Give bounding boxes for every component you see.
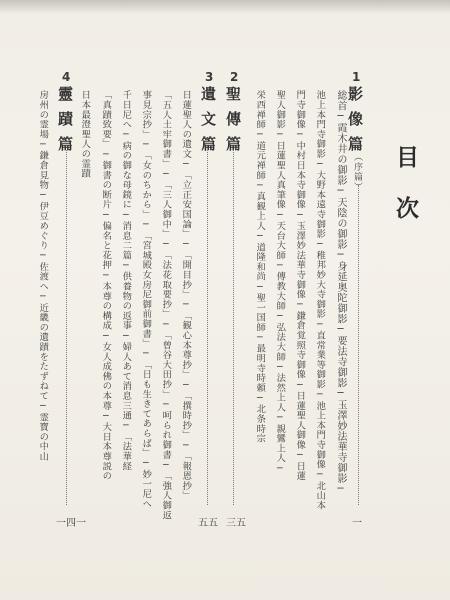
section-2-number: 2 [230, 70, 239, 84]
section-4-page: 一四一 [56, 518, 86, 529]
section-4-title: 靈蹟篇 [56, 86, 74, 161]
section-3-line-3: 事見宗抄」─「女のちから」─「宮城殿女房尼御前御書」─「日も生きてあらば」─妙一尼へ [140, 90, 152, 509]
section-3-line-2: 「五人土牢御書」─「三人御中」─「法花取要抄」─「曾谷大田抄」─呵られ御書─「強人御返 [160, 90, 172, 520]
section-1-subtitle: （序篇） [352, 152, 362, 192]
section-2-leader [233, 150, 234, 505]
section-3-leader [207, 150, 208, 505]
section-3-title: 遺文篇 [199, 86, 217, 161]
toc-title: 目次 [392, 145, 419, 247]
section-4-number: 4 [62, 70, 71, 84]
section-1-line-3: 門寺御像─中村日本寺御像─玉澤妙法華寺御像─鎌倉覚照寺御像─日蓮聖人御像─日蓮 [294, 90, 306, 481]
section-1-title: 影像篇 [346, 86, 364, 161]
section-3-number: 3 [205, 70, 214, 84]
section-2-title: 聖傳篇 [224, 86, 242, 161]
section-3-line-5: 「真蹟致要」─御書の断片─偏名と花押─本尊の構成─女人成佛の本尊─大日本尊説の [100, 90, 112, 481]
section-2-page: 三五 [226, 518, 246, 529]
section-1-leader [358, 185, 359, 505]
section-1-line-5: 栄西禅師─道元禅師─真観上人─道隆和尚─聖一国師─最明寺時頼─北条時宗 [254, 90, 266, 444]
section-1-line-2: 池上本門寺御影─大野本遠寺御影─稚邦妙大寺御影─直常業等御影─池上本門寺御像─北山本 [314, 90, 326, 511]
section-4-line-2: 日本最澄聖人の霊蹟 [79, 90, 91, 179]
section-1-line-1: 総首─霞木井の御影─天陰の御影─身延奥陀御影─要法寺御影─玉澤妙法華寺御影─ [335, 90, 346, 495]
section-1-line-4: 聖人御影─日蓮聖人真筆像─天台大師─傳教大師─弘法大師─法然上人─親鸞上人─ [274, 90, 286, 475]
section-4-leader [66, 150, 67, 505]
section-3-page: 五五 [198, 518, 218, 529]
section-3-line-4: 千日尼へ─病の御な母鏡に─消息二篇─供養物の返事─婦人あて消息三通─「法華経 [120, 90, 132, 471]
section-4-line-1: 房州の霊場─鎌倉見物─伊豆めぐり─佐渡へ─近畿の遺蹟をたずねて─霊寶の中山 [37, 90, 49, 462]
page-shadow [0, 0, 450, 14]
section-3-line-1: 日蓮聖人の遺文─「立正安国論」─「開目抄」─「観心本尊抄」─「撰時抄」─「報恩抄」 [180, 90, 192, 501]
section-1-page: 一 [352, 518, 362, 529]
section-1-number: 1 [352, 70, 361, 84]
